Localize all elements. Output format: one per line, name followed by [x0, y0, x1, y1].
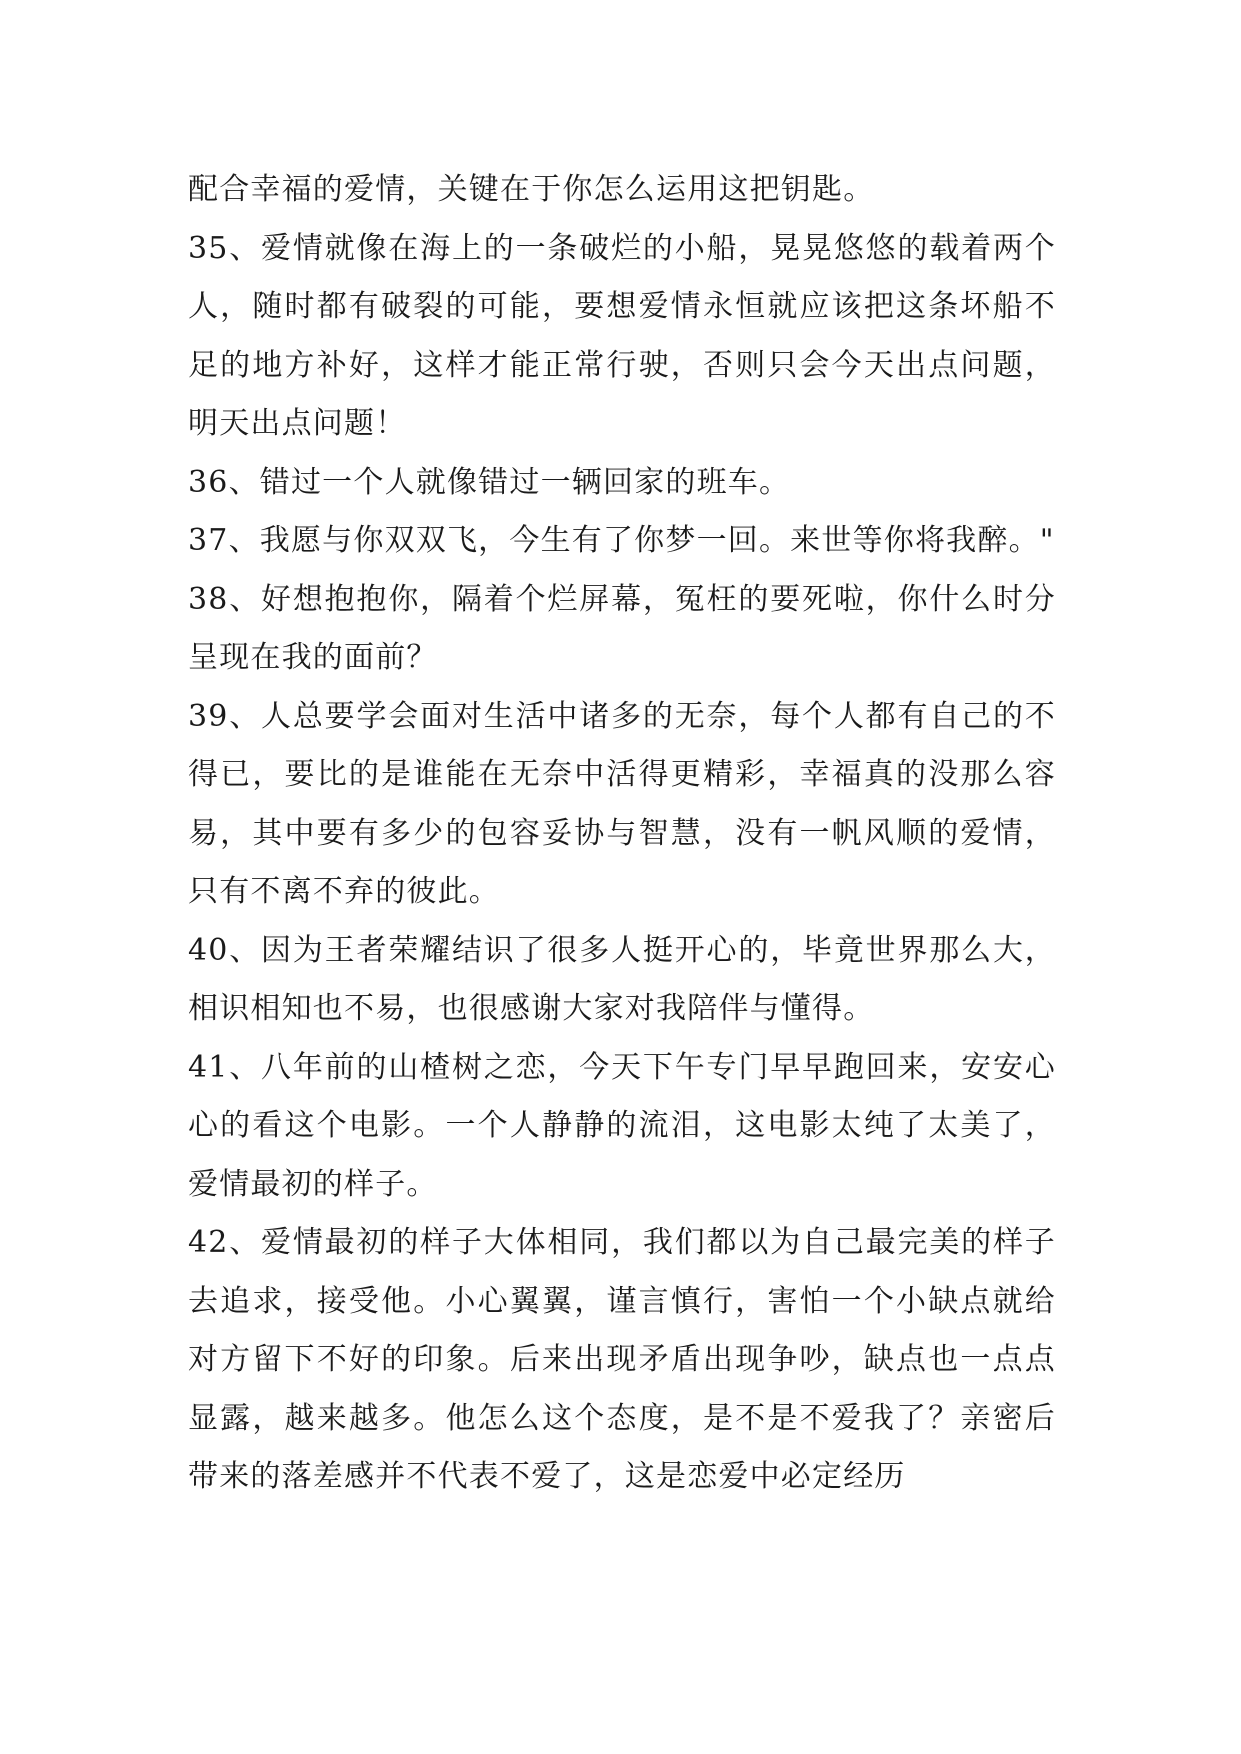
paragraph-39: 39、人总要学会面对生活中诸多的无奈，每个人都有自己的不得已，要比的是谁能在无奈中活得更精彩，幸福真的没那么容易，其中要有多少的包容妥协与智慧，没有一帆风顺的爱情，只有不离不弃的彼此。: [188, 698, 1056, 909]
paragraph-35: 35、爱情就像在海上的一条破烂的小船，晃晃悠悠的载着两个人，随时都有破裂的可能，要想爱情永恒就应该把这条坏船不足的地方补好，这样才能正常行驶，否则只会今天出点问题，明天出点问题！: [188, 230, 1056, 441]
paragraph-42: 42、爱情最初的样子大体相同，我们都以为自己最完美的样子去追求，接受他。小心翼翼，谨言慎行，害怕一个小缺点就给对方留下不好的印象。后来出现矛盾出现争吵，缺点也一点点显露，越来越多。他怎么这个态度，是不是不爱我了？亲密后带来的落差感并不代表不爱了，这是恋爱中必定经历: [188, 1225, 1056, 1494]
paragraph-38: 38、好想抱抱你，隔着个烂屏幕，冤枉的要死啦，你什么时分呈现在我的面前？: [188, 581, 1056, 675]
paragraph-36: 36、错过一个人就像错过一辆回家的班车。: [188, 464, 791, 500]
paragraph-continuation: 配合幸福的爱情，关键在于你怎么运用这把钥匙。: [188, 172, 875, 207]
document-body: [188, 161, 1056, 1507]
paragraph-40: 40、因为王者荣耀结识了很多人挺开心的，毕竟世界那么大，相识相知也不易，也很感谢大家对我陪伴与懂得。: [188, 932, 1056, 1026]
paragraph-41: 41、八年前的山楂树之恋，今天下午专门早早跑回来，安安心心的看这个电影。一个人静静的流泪，这电影太纯了太美了，爱情最初的样子。: [188, 1049, 1056, 1202]
paragraph-37: 37、我愿与你双双飞，今生有了你梦一回。来世等你将我醉。": [188, 523, 1055, 558]
